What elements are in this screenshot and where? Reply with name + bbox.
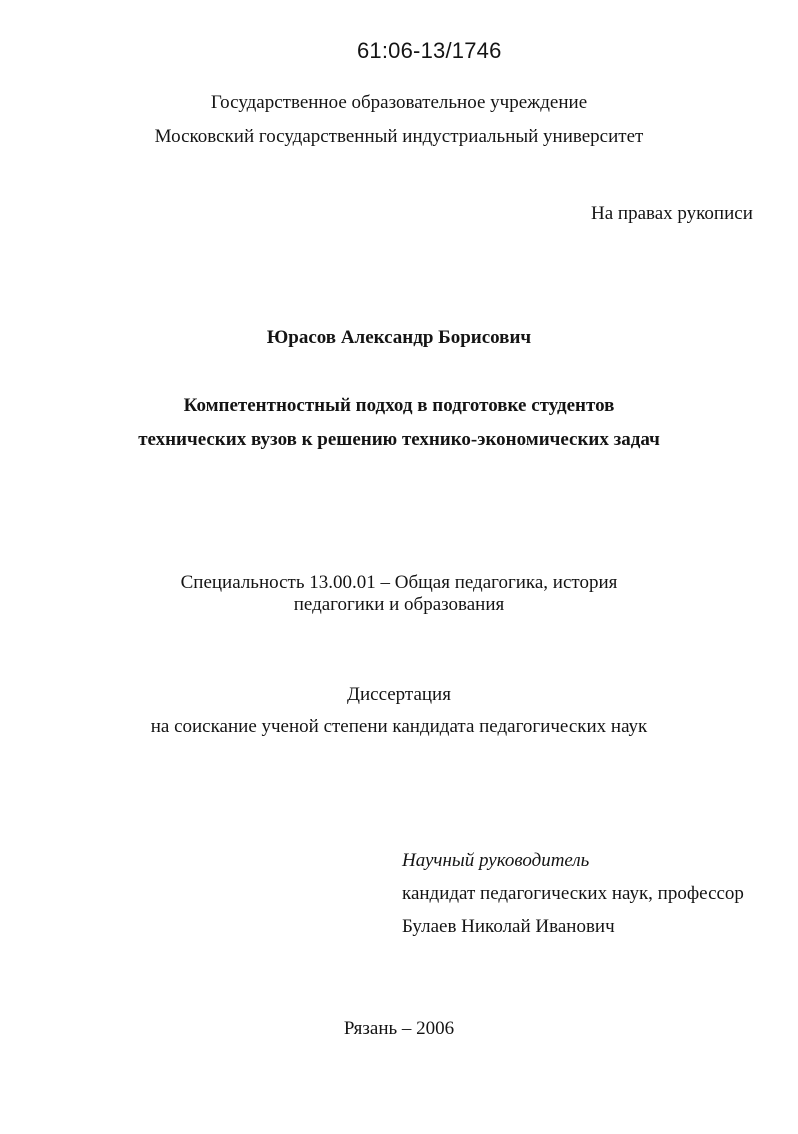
specialty-line-2: педагогики и образования <box>293 594 505 615</box>
dissertation-heading: Диссертация <box>347 684 451 705</box>
supervisor-name: Булаев Николай Иванович <box>402 916 615 937</box>
title-line-2: технических вузов к решению технико-экономических задач <box>138 429 660 450</box>
institution-line-1: Государственное образовательное учреждение <box>210 92 588 113</box>
supervisor-heading: Научный руководитель <box>402 850 590 871</box>
dissertation-degree: на соискание ученой степени кандидата педагогических наук <box>150 716 648 737</box>
specialty-line-1: Специальность 13.00.01 – Общая педагогика, история <box>180 572 618 593</box>
city-year: Рязань – 2006 <box>343 1018 455 1039</box>
title-line-1: Компетентностный подход в подготовке студентов <box>183 395 615 416</box>
archive-stamp: 61:06-13/1746 <box>357 38 502 63</box>
author-name: Юрасов Александр Борисович <box>266 327 532 348</box>
rights-note: На правах рукописи <box>591 203 753 224</box>
supervisor-degree: кандидат педагогических наук, профессор <box>402 883 744 904</box>
institution-line-2: Московский государственный индустриальный университет <box>154 126 644 147</box>
